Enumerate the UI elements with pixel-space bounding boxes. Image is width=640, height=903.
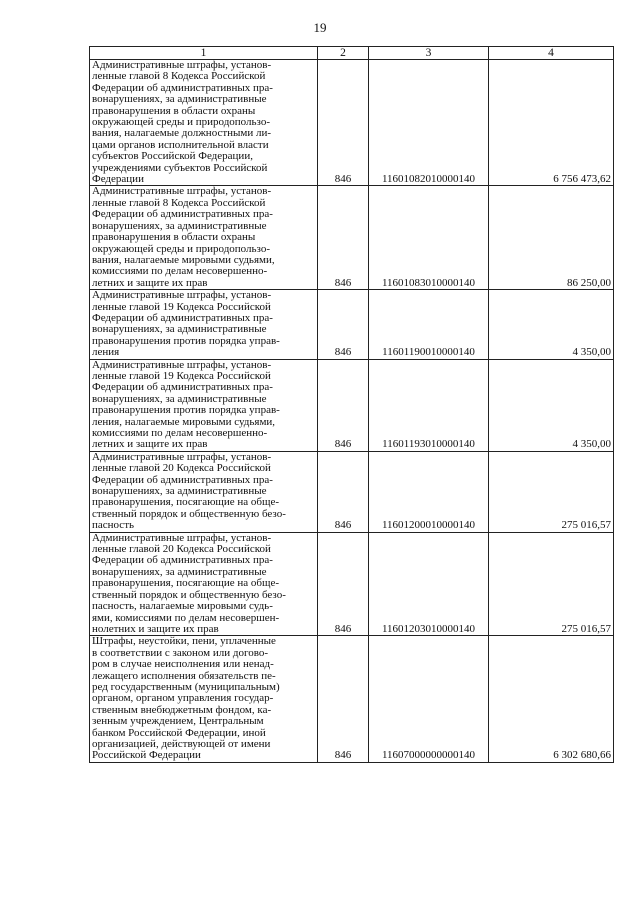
row-admin-code: 846: [318, 60, 369, 186]
row-description: Административные штрафы, установ- ленные главой 8 Кодекса Российской Федерации об административных пра- вонарушениях, за административные правонарушения в области охраны окружающей среды и природопользо- вания, налагаемые должностными ли- цами органов исполнительной власти субъектов Российской Федерации, учреждениями субъектов Российской Федерации: [90, 60, 318, 186]
column-header-2: 2: [318, 47, 369, 60]
row-admin-code: 846: [318, 290, 369, 359]
row-amount: 275 016,57: [489, 532, 614, 636]
table-row: [90, 532, 614, 636]
column-header-3: 3: [369, 47, 489, 60]
row-description: Административные штрафы, установ- ленные главой 8 Кодекса Российской Федерации об административных пра- вонарушениях, за административные правонарушения в области охраны окружающей среды и природопользо- вания, налагаемые мировыми судьями, комиссиями по делам несовершенно- летних и защите их прав: [90, 186, 318, 290]
row-amount: 6 756 473,62: [489, 60, 614, 186]
row-admin-code: 846: [318, 186, 369, 290]
row-description: Административные штрафы, установ- ленные главой 20 Кодекса Российской Федерации об административных пра- вонарушениях, за административные правонарушения, посягающие на обще- ственный порядок и общественную безо- пасность: [90, 451, 318, 532]
row-admin-code: 846: [318, 636, 369, 762]
column-header-1: 1: [90, 47, 318, 60]
row-admin-code: 846: [318, 359, 369, 451]
row-kbk-code: 11601203010000140: [369, 532, 489, 636]
row-kbk-code: 11601193010000140: [369, 359, 489, 451]
table-row: [90, 359, 614, 451]
row-description: Административные штрафы, установ- ленные главой 20 Кодекса Российской Федерации об административных пра- вонарушениях, за административные правонарушения, посягающие на обще- ственный порядок и общественную безо- пасность, налагаемые мировыми судь- ями, комиссиями по делам несовершен- нолетних и защите их прав: [90, 532, 318, 636]
row-kbk-code: 11601200010000140: [369, 451, 489, 532]
table-header-row: [90, 47, 614, 60]
table-row: [90, 60, 614, 186]
row-description: Административные штрафы, установ- ленные главой 19 Кодекса Российской Федерации об административных пра- вонарушениях, за административные правонарушения против порядка управ- ления, налагаемые мировыми судьями, комиссиями по делам несовершенно- летних и защите их прав: [90, 359, 318, 451]
row-amount: 4 350,00: [489, 359, 614, 451]
row-kbk-code: 11601083010000140: [369, 186, 489, 290]
row-kbk-code: 11601190010000140: [369, 290, 489, 359]
row-admin-code: 846: [318, 451, 369, 532]
row-kbk-code: 11601082010000140: [369, 60, 489, 186]
row-kbk-code: 11607000000000140: [369, 636, 489, 762]
column-header-4: 4: [489, 47, 614, 60]
revenue-table: [89, 46, 614, 763]
row-description: Административные штрафы, установ- ленные главой 19 Кодекса Российской Федерации об административных пра- вонарушениях, за административные правонарушения против порядка управ- ления: [90, 290, 318, 359]
table-row: [90, 636, 614, 762]
row-amount: 86 250,00: [489, 186, 614, 290]
row-amount: 4 350,00: [489, 290, 614, 359]
row-admin-code: 846: [318, 532, 369, 636]
row-description: Штрафы, неустойки, пени, уплаченные в соответствии с законом или догово- ром в случае неисполнения или ненад- лежащего исполнения обязательств пе- ред государственным (муниципальным) органом, органом управления государ- ственным внебюджетным фондом, ка- зенным учреждением, Центральным банком Российской Федерации, иной организацией, действующей от имени Российской Федерации: [90, 636, 318, 762]
table-row: [90, 451, 614, 532]
table-row: [90, 186, 614, 290]
table-row: [90, 290, 614, 359]
row-amount: 275 016,57: [489, 451, 614, 532]
row-amount: 6 302 680,66: [489, 636, 614, 762]
page-number: 19: [313, 20, 327, 35]
